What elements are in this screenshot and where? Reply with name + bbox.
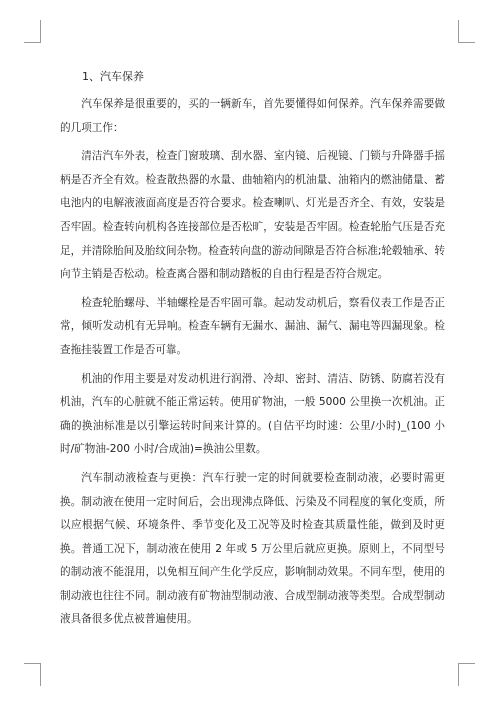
crop-mark-bottom-left [24,663,41,686]
paragraph-engine-check: 检查轮胎螺母、半轴螺栓是否牢固可靠。起动发动机后，察看仪表工作是否正常，倾听发动机有无异响。检查车辆有无漏水、漏油、漏气、漏电等四漏现象。检查拖挂装置工作是否可靠。 [60,296,445,356]
crop-mark-top-left [24,20,41,43]
paragraph-engine-oil: 机油的作用主要是对发动机进行润滑、冷却、密封、清洁、防锈、防腐若没有机油，汽车的心脏就不能正常运转。使用矿物油，一般 5000 公里换一次机油。正确的换油标准是以引擎运转时间来计算的。(自估平均时速：公里/小时)_(100 小时/矿物油-200 小时/合成油)=换油公里数。 [60,372,445,456]
crop-mark-top-right [458,20,475,43]
paragraph-brake-fluid: 汽车制动液检查与更换：汽车行驶一定的时间就要检查制动液，必要时需更换。制动液在使用一定时间后，会出现沸点降低、污染及不同程度的氧化变质，所以应根据气候、环境条件、季节变化及工况等及时检查其质量性能，做到及时更换。普通工况下，制动液在使用 2 年或 5 万公里后就应更换。原则上，不同型号的制动液不能混用，以免相互间产生化学反应，影响制动效果。不同车型，使用的制动液也往往不同。制动液有矿物油型制动液、合成型制动液等类型。合成型制动液具备很多优点被普遍使用。 [60,471,445,626]
crop-mark-bottom-right [458,663,475,686]
section-heading: 1、汽车保养 [82,70,144,83]
paragraph-inspection: 清洁汽车外表，检查门窗玻璃、刮水器、室内镜、后视镜、门锁与升降器手摇柄是否齐全有效。检查散热器的水量、曲轴箱内的机油量、油箱内的燃油储量、蓄电池内的电解液液面高度是否符合要求。检查喇叭、灯光是否齐全、有效，安装是否牢固。检查转向机构各连接部位是否松旷，安装是否牢固。检查轮胎气压是否充足，并清除胎间及胎纹间杂物。检查转向盘的游动间隙是否符合标准;轮毂轴承、转向节主销是否松动。检查离合器和制动踏板的自由行程是否符合规定。 [60,150,445,281]
document-page [60,64,445,637]
paragraph-intro: 汽车保养是很重要的，买的一辆新车，首先要懂得如何保养。汽车保养需要做的几项工作： [60,98,445,134]
